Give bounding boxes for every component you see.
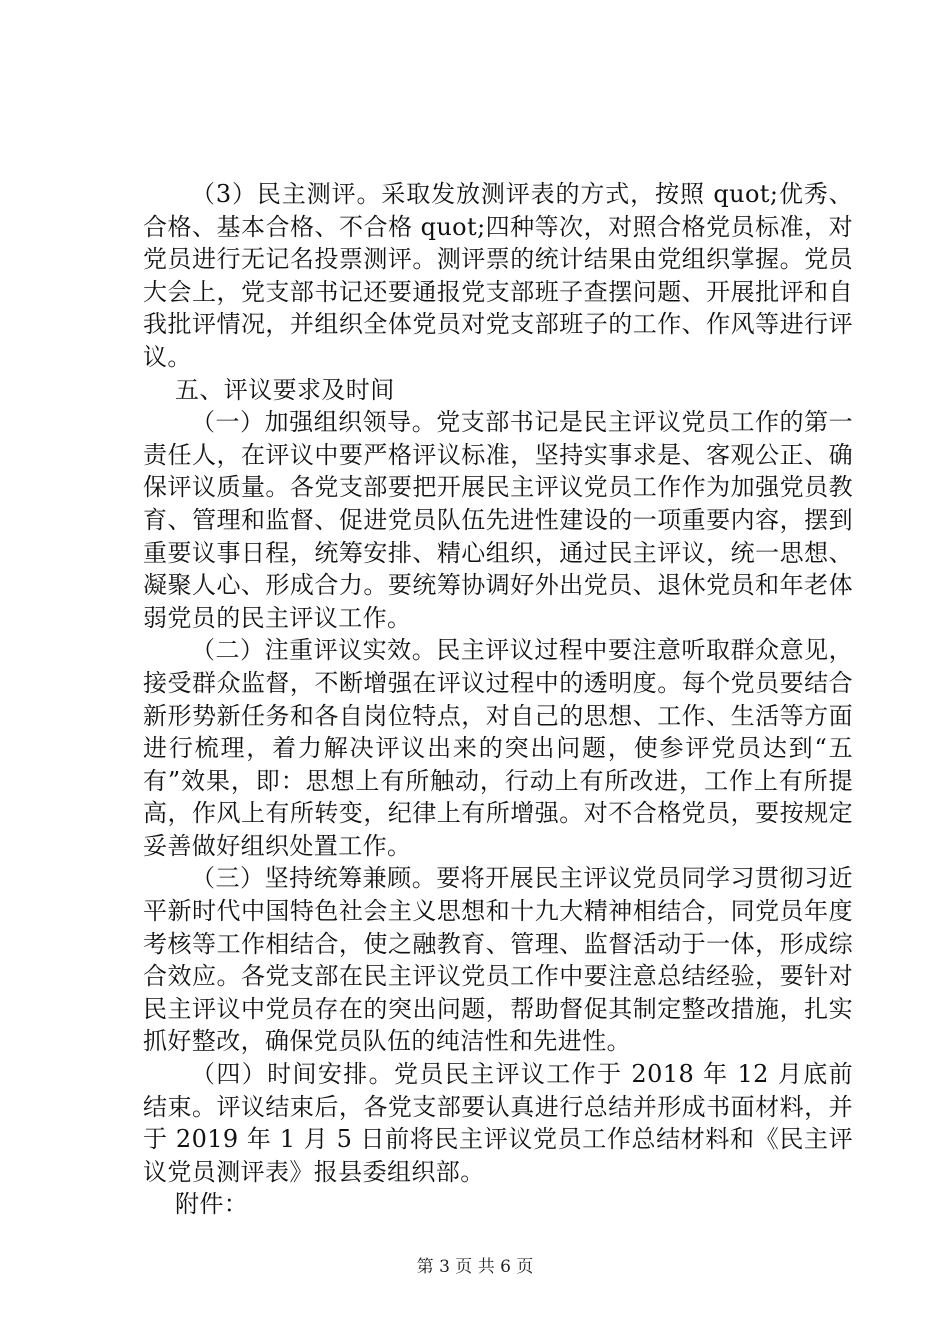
requirement-paragraph-3: （三）坚持统筹兼顾。要将开展民主评议党员同学习贯彻习近平新时代中国特色社会主义思想和十九大精神相结合，同党员年度考核等工作相结合，使之融教育、管理、监督活动于一体，形成综合效应。各党支部在民主评议党员工作中要注意总结经验，要针对民主评议中党员存在的突出问题，帮助督促其制定整改措施，扎实抓好整改，确保党员队伍的纯洁性和先进性。	[143, 864, 853, 1056]
document-body	[143, 178, 853, 1221]
page-footer	[0, 1256, 950, 1278]
section-heading: 五、评议要求及时间	[175, 375, 395, 404]
attachment-label: 附件：	[175, 1190, 249, 1219]
page-indicator: 第 3 页 共 6 页	[416, 1257, 534, 1277]
paragraph-democratic-evaluation: （3）民主测评。采取发放测评表的方式，按照 quot;优秀、合格、基本合格、不合格 quot;四种等次，对照合格党员标准，对党员进行无记名投票测评。测评票的统计结果由党组织掌握。党员大会上，党支部书记还要通报党支部班子查摆问题、开展批评和自我批评情况，并组织全体党员对党支部班子的工作、作风等进行评议。	[143, 180, 853, 371]
requirement-paragraph-2: （二）注重评议实效。民主评议过程中要注意听取群众意见，接受群众监督，不断增强在评议过程中的透明度。每个党员要结合新形势新任务和各自岗位特点，对自己的思想、工作、生活等方面进行梳理，着力解决评议出来的突出问题，使参评党员达到“五有”效果，即：思想上有所触动，行动上有所改进，工作上有所提高，作风上有所转变，纪律上有所增强。对不合格党员，要按规定妥善做好组织处置工作。	[143, 636, 853, 860]
requirement-paragraph-1: （一）加强组织领导。党支部书记是民主评议党员工作的第一责任人，在评议中要严格评议标准，坚持实事求是、客观公正、确保评议质量。各党支部要把开展民主评议党员工作作为加强党员教育、管理和监督、促进党员队伍先进性建设的一项重要内容，摆到重要议事日程，统筹安排、精心组织，通过民主评议，统一思想、凝聚人心、形成合力。要统筹协调好外出党员、退休党员和年老体弱党员的民主评议工作。	[143, 408, 853, 632]
requirement-paragraph-4: （四）时间安排。党员民主评议工作于 2018 年 12 月底前结束。评议结束后，各党支部要认真进行总结并形成书面材料，并于 2019 年 1 月 5 日前将民主评议党员工作总结材料和《民主评议党员测评表》报县委组织部。	[143, 1060, 853, 1186]
